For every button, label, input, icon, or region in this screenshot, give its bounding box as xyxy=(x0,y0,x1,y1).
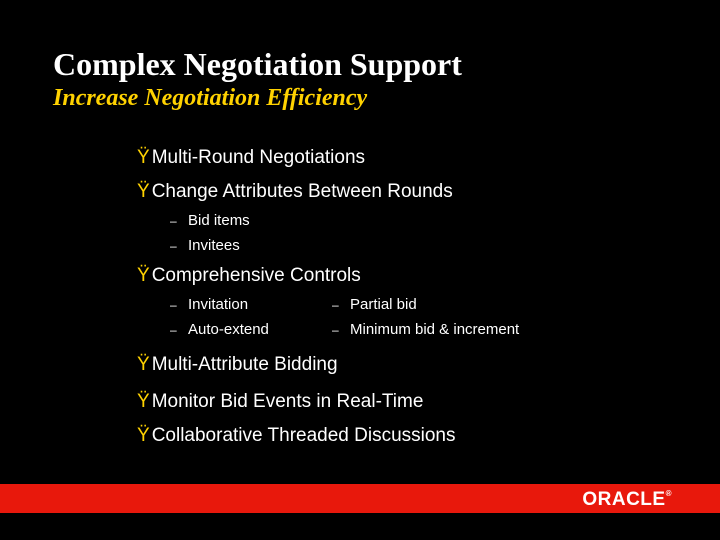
registered-mark: ® xyxy=(665,489,672,498)
bullet-multi-attribute xyxy=(137,354,338,376)
bullet-text: Monitor Bid Events in Real-Time xyxy=(151,391,424,412)
sub-bullet-text: Minimum bid & increment xyxy=(350,321,520,338)
bullet-multi-round xyxy=(137,147,365,169)
sub-bullet-text: Partial bid xyxy=(350,296,417,313)
bullet-collaborative-discussions xyxy=(137,425,456,447)
sub-bullet-invitees xyxy=(170,237,240,254)
bullet-text: Collaborative Threaded Discussions xyxy=(151,425,456,446)
dash: – xyxy=(332,323,339,337)
sub-bullet-text: Auto-extend xyxy=(188,321,269,338)
bullet-monitor-bid-events xyxy=(137,391,423,413)
dash: – xyxy=(170,214,177,228)
sub-bullet-bid-items xyxy=(170,212,250,229)
sub-bullet-text: Bid items xyxy=(188,212,250,229)
dash: – xyxy=(170,323,177,337)
bullet-text: Comprehensive Controls xyxy=(151,265,361,286)
bullet-mark: Ÿ xyxy=(137,265,150,286)
bullet-mark: Ÿ xyxy=(137,147,150,168)
slide-title: Complex Negotiation Support xyxy=(53,46,462,82)
bullet-mark: Ÿ xyxy=(137,181,150,202)
slide-subtitle: Increase Negotiation Efficiency xyxy=(53,85,368,111)
sub-bullet-partial-bid xyxy=(332,296,417,313)
bullet-mark: Ÿ xyxy=(137,391,150,412)
sub-bullet-text: Invitees xyxy=(188,237,240,254)
dash: – xyxy=(170,239,177,253)
bullet-comprehensive-controls xyxy=(137,265,361,287)
dash: – xyxy=(170,298,177,312)
footer-bar xyxy=(0,484,720,513)
bullet-change-attributes xyxy=(137,181,453,203)
bullet-text: Multi-Attribute Bidding xyxy=(151,354,338,375)
sub-bullet-invitation xyxy=(170,296,248,313)
sub-bullet-text: Invitation xyxy=(188,296,249,313)
bullet-mark: Ÿ xyxy=(137,354,150,375)
dash: – xyxy=(332,298,339,312)
bullet-mark: Ÿ xyxy=(137,425,150,446)
bullet-text: Change Attributes Between Rounds xyxy=(151,181,453,202)
sub-bullet-minimum-bid xyxy=(332,321,519,338)
logo-text: ORACLE xyxy=(582,489,666,510)
bullet-text: Multi-Round Negotiations xyxy=(151,147,366,168)
oracle-logo xyxy=(582,489,672,511)
sub-bullet-auto-extend xyxy=(170,321,269,338)
